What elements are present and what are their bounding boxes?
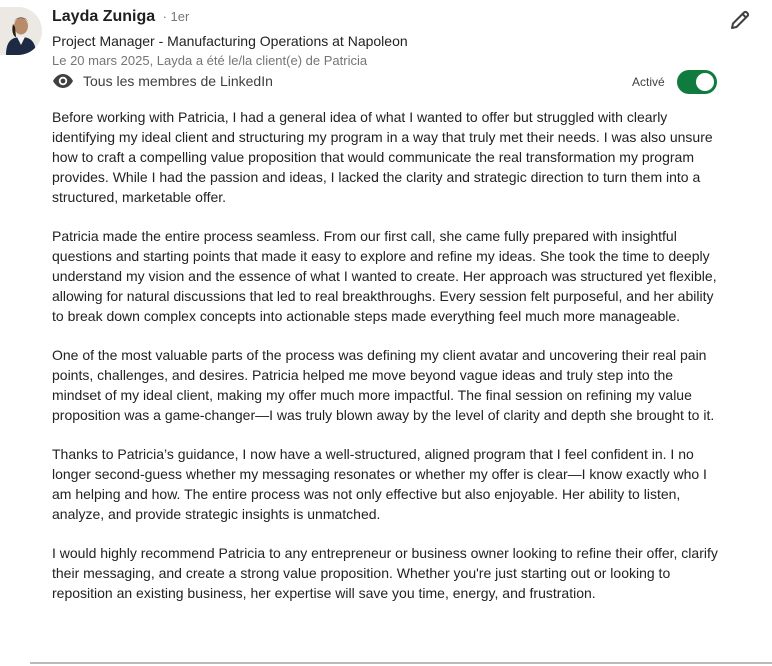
recommendation-paragraph: Before working with Patricia, I had a general idea of what I wanted to offer but struggled with clearly identifying my ideal client and structuring my program in a way that truly met their needs. I was also unsure how to craft a compelling value proposition that would communicate the real transformation my program provides. While I had the passion and ideas, I lacked the clarity and strategic direction to turn them into a structured, marketable offer. bbox=[52, 109, 713, 205]
recommendation-text bbox=[52, 107, 720, 622]
visibility-row bbox=[52, 73, 273, 89]
recommendation-paragraph: I would highly recommend Patricia to any entrepreneur or business owner looking to refine their offer, clarify their messaging, and create a strong value proposition. Whether you're just starting out or looking to reposition an existing business, her expertise will save you time, energy, and frustration. bbox=[52, 545, 718, 601]
display-toggle-row bbox=[632, 70, 717, 94]
profile-photo bbox=[0, 7, 42, 55]
recommendation-paragraph: Patricia made the entire process seamless. From our first call, she came fully prepared with insightful questions and starting points that made it easy to explore and refine my ideas. She took the time to deeply understand my vision and the essence of what I wanted to create. Her approach was structured yet flexible, allowing for natural discussions that led to real breakthroughs. Every session felt purposeful, and her ability to break down complex concepts into actionable steps made everything feel much more manageable. bbox=[52, 228, 717, 324]
divider bbox=[30, 662, 772, 664]
recommendation-paragraph: One of the most valuable parts of the process was defining my client avatar and uncovering their real pain points, challenges, and desires. Patricia helped me move beyond vague ideas and truly step into the mindset of my ideal client, making my offer much more impactful. The final session on refining my value proposition was a game-changer—I was truly blown away by the level of clarity and depth she brought to it. bbox=[52, 347, 715, 423]
connection-degree: · 1er bbox=[162, 9, 190, 24]
toggle-knob bbox=[696, 73, 714, 91]
toggle-label: Activé bbox=[632, 75, 665, 89]
display-toggle[interactable] bbox=[677, 70, 717, 94]
recommendation-paragraph: Thanks to Patricia’s guidance, I now have a well-structured, aligned program that I feel confident in. I no longer second-guess whether my messaging resonates or whether my offer is clear—I know exactly who I am helping and how. The entire process was not only effective but also enjoyable. Her ability to listen, analyze, and provide strategic insights is unmatched. bbox=[52, 446, 707, 522]
reviewer-headline: Project Manager - Manufacturing Operations at Napoleon bbox=[52, 33, 408, 49]
avatar[interactable] bbox=[0, 7, 42, 55]
visibility-label: Tous les membres de LinkedIn bbox=[83, 73, 273, 89]
reviewer-name-row bbox=[52, 8, 189, 26]
reviewer-name[interactable]: Layda Zuniga bbox=[52, 8, 156, 25]
recommendation-meta: Le 20 mars 2025, Layda a été le/la client(e) de Patricia bbox=[52, 53, 368, 68]
pencil-icon[interactable] bbox=[728, 8, 752, 32]
eye-icon bbox=[52, 73, 74, 89]
